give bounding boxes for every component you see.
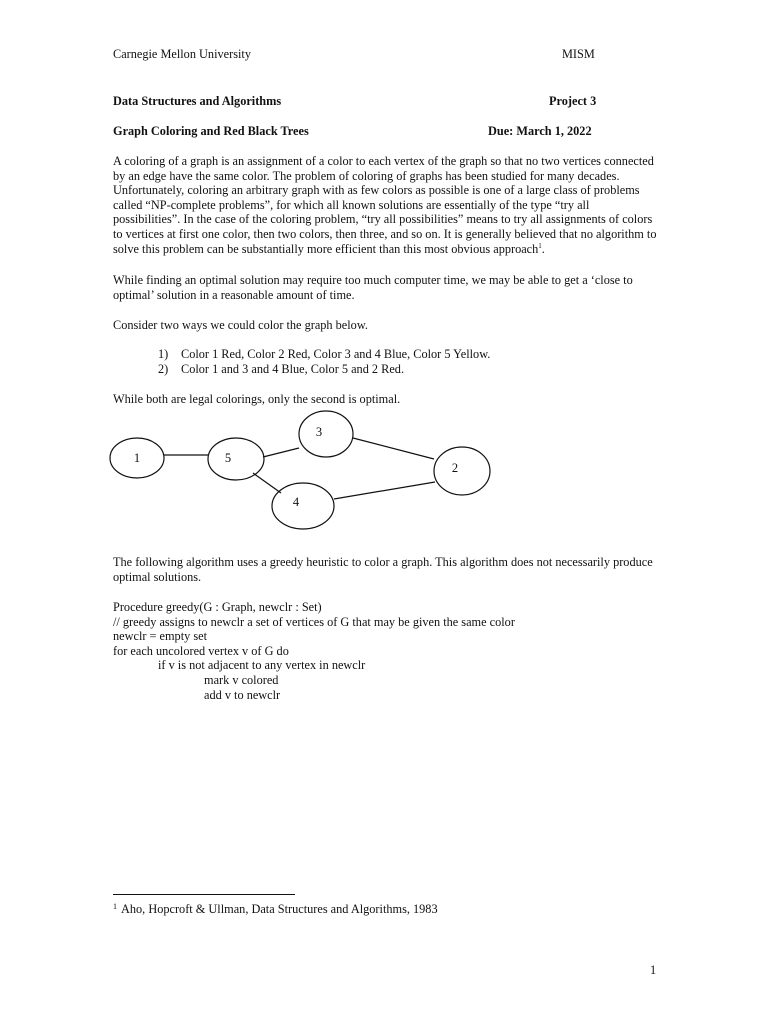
footnote-mark: 1 [113, 902, 117, 911]
course-title: Data Structures and Algorithms [113, 94, 282, 108]
graph-node-4 [272, 483, 334, 529]
footnote [113, 902, 438, 917]
greedy-intro: The following algorithm uses a greedy heuristic to color a graph. This algorithm does not necessarily produce optimal solutions. [113, 555, 653, 584]
code-line: if v is not adjacent to any vertex in newclr [158, 658, 366, 673]
code-line: for each uncolored vertex v of G do [113, 643, 289, 658]
intro-paragraph-text: A coloring of a graph is an assignment of a color to each vertex of the graph so that no two vertices connected by an edge have the same color. The problem of coloring of graphs has been studied for many decades. Unfortunately, coloring an arbitrary graph with as few colors as possible is one of a large class of problems called “NP-complete problems”, for which all known solutions are essentially of the type “try all possibilities”. In the case of the coloring problem, “try all possibilities” means to try all assignments of colors to vertices at first one color, then two colors, then three, and so on. It is generally believed that no algorithm to solve this problem can be substantially more efficient than this most obvious approach [113, 154, 657, 256]
edge-5-4 [253, 473, 281, 493]
edge-4-2 [334, 482, 435, 499]
graph-node-label: 3 [315, 425, 323, 439]
intro-paragraph-end: . [541, 241, 545, 256]
footnote-ref: 1 [538, 241, 542, 250]
footnote-text: Aho, Hopcroft & Ullman, Data Structures and Algorithms, 1983 [121, 902, 438, 916]
optimal-paragraph: While finding an optimal solution may require too much computer time, we may be able to get a ‘close to optimal’ solution in a reasonable amount of time. [113, 273, 633, 302]
pseudocode-block [113, 600, 673, 702]
due-date: Due: March 1, 2022 [488, 124, 592, 138]
code-line: Procedure greedy(G : Graph, newclr : Set) [113, 600, 322, 614]
project-label: Project 3 [549, 94, 597, 108]
footnote-divider [113, 894, 295, 895]
code-line: newclr = empty set [113, 629, 208, 644]
list-item: 1) Color 1 Red, Color 2 Red, Color 3 and 4 Blue, Color 5 Yellow. [158, 347, 491, 361]
graph-node-5 [208, 438, 264, 480]
edge-3-2 [353, 438, 434, 459]
code-line: mark v colored [204, 672, 279, 687]
graph-node-2 [434, 447, 490, 495]
graph-node-label: 1 [133, 451, 141, 465]
consider-paragraph: Consider two ways we could color the graph below. [113, 318, 368, 332]
edge-5-3 [263, 448, 299, 457]
code-line: add v to newclr [204, 687, 281, 702]
graph-node-3 [299, 411, 353, 457]
page-number: 1 [650, 963, 657, 977]
project-subject: Graph Coloring and Red Black Trees [113, 124, 309, 138]
header-university: Carnegie Mellon University [113, 47, 251, 61]
header-program: MISM [562, 47, 595, 61]
code-line: // greedy assigns to newclr a set of vertices of G that may be given the same color [113, 614, 515, 629]
legal-note: While both are legal colorings, only the second is optimal. [113, 392, 401, 406]
graph-node-label: 5 [224, 451, 232, 465]
graph-node-label: 2 [451, 461, 459, 475]
graph-node-label: 4 [292, 495, 300, 509]
list-item: 2) Color 1 and 3 and 4 Blue, Color 5 and 2 Red. [158, 361, 405, 376]
